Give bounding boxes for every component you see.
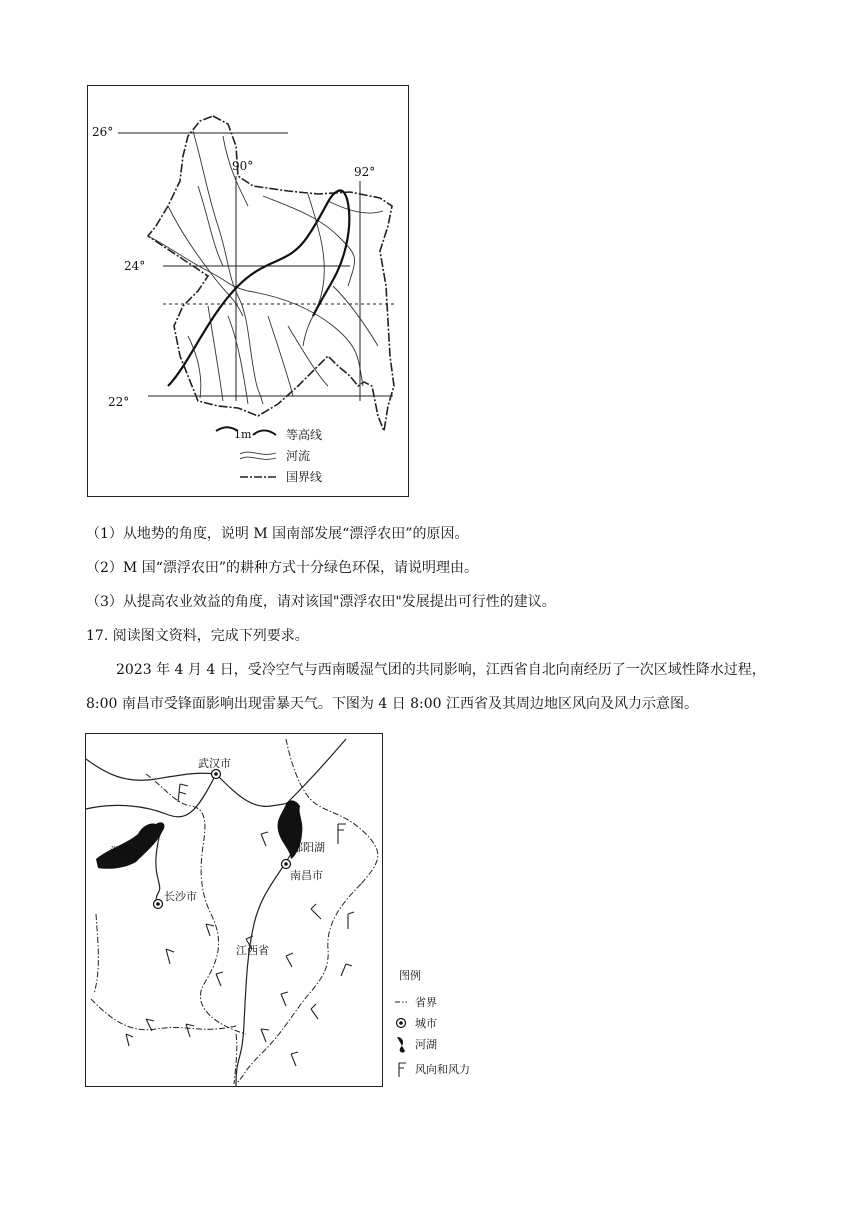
label-poyang: 鄱阳湖 bbox=[292, 841, 325, 854]
lat-label-26: 26° bbox=[92, 125, 114, 139]
legend-wind-icon bbox=[399, 1063, 406, 1077]
lat-label-22: 22° bbox=[108, 395, 130, 409]
label-wuhan: 武汉市 bbox=[198, 757, 231, 770]
wind-barb-icon bbox=[311, 904, 321, 919]
lon-label-92: 92° bbox=[354, 165, 376, 179]
jiangxi-wind-map-drawing bbox=[86, 734, 382, 1086]
rivers bbox=[148, 131, 383, 404]
question-1: （1）从地势的角度，说明 M 国南部发展“漂浮农田”的原因。 bbox=[86, 526, 469, 542]
label-nanchang: 南昌市 bbox=[290, 869, 323, 882]
legend-contour-line bbox=[253, 431, 276, 436]
legend-lake-text: 河湖 bbox=[415, 1038, 437, 1051]
wind-barb-icon bbox=[166, 949, 174, 964]
city-nanchang-icon bbox=[282, 860, 291, 869]
wind-barb-icon bbox=[261, 1029, 269, 1042]
city-changsha-icon bbox=[154, 900, 163, 909]
legend-city-dot bbox=[399, 1021, 403, 1025]
wind-barb-icon bbox=[348, 912, 354, 929]
legend-boundary-text: 省界 bbox=[415, 996, 437, 1009]
legend-title: 图例 bbox=[399, 969, 421, 982]
wind-barb-icon bbox=[216, 972, 223, 986]
question-2: （2）M 国“漂浮农田”的耕种方式十分绿色环保，请说明理由。 bbox=[86, 560, 479, 576]
wind-barb-icon bbox=[206, 924, 214, 936]
label-jiangxi: 江西省 bbox=[236, 944, 269, 957]
legend-contour-text: 等高线 bbox=[286, 428, 323, 442]
question-17-text-line1: 2023 年 4 月 4 日，受冷空气与西南暖湿气团的共同影响，江西省自北向南经历了一次区域性降水过程， bbox=[116, 662, 766, 678]
wind-barb-icon bbox=[281, 992, 288, 1006]
city-wuhan-icon bbox=[212, 770, 221, 779]
legend-border-text: 国界线 bbox=[286, 470, 323, 484]
lon-label-90: 90° bbox=[232, 159, 254, 173]
question-3: （3）从提高农业效益的角度，请对该国"漂浮农田"发展提出可行性的建议。 bbox=[86, 594, 556, 610]
legend-river-text: 河流 bbox=[286, 449, 311, 463]
label-dongting: 洞庭湖 bbox=[110, 845, 143, 858]
jiangxi-wind-map bbox=[85, 733, 383, 1087]
legend-contour-label: 1m bbox=[234, 428, 252, 441]
map2-legend bbox=[385, 965, 505, 1085]
wind-barb-icon bbox=[186, 1024, 194, 1037]
legend-river-symbol bbox=[240, 452, 276, 459]
lat-label-24: 24° bbox=[124, 259, 146, 273]
legend-city-text: 城市 bbox=[415, 1017, 437, 1030]
wind-barb-icon bbox=[261, 832, 268, 846]
legend-lake-icon bbox=[397, 1037, 405, 1053]
legend-wind-text: 风向和风力 bbox=[415, 1063, 470, 1076]
country-m-map-drawing bbox=[88, 86, 408, 496]
contour-1m bbox=[168, 190, 349, 386]
country-border bbox=[148, 116, 394, 431]
wind-barb-icon bbox=[338, 824, 346, 844]
question-17-title: 17. 阅读图文资料，完成下列要求。 bbox=[86, 628, 309, 644]
wind-barb-icon bbox=[126, 1034, 133, 1046]
question-17-text-line2: 8:00 南昌市受锋面影响出现雷暴天气。下图为 4 日 8:00 江西省及其周边地区风向及风力示意图。 bbox=[86, 696, 699, 712]
wind-barb-icon bbox=[291, 1052, 298, 1066]
wind-barb-icon bbox=[178, 784, 188, 802]
label-changsha: 长沙市 bbox=[164, 890, 197, 903]
country-m-map bbox=[87, 85, 409, 497]
wind-barb-icon bbox=[286, 953, 293, 967]
map1-legend bbox=[216, 427, 322, 484]
wind-barb-icon bbox=[341, 964, 352, 976]
rivers bbox=[86, 739, 346, 1086]
wind-barb-icon bbox=[311, 1004, 318, 1019]
